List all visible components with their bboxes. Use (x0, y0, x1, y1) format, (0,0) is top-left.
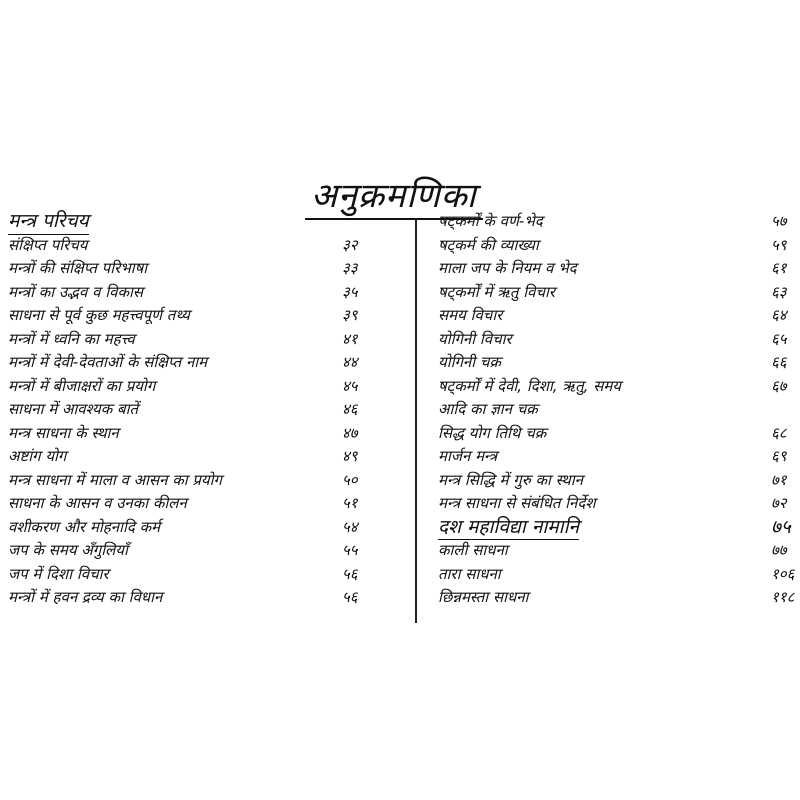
toc-entry (438, 375, 798, 399)
toc-entry-label: साधना के आसन व उनका कीलन (8, 494, 187, 512)
toc-entry (8, 586, 380, 610)
toc-entry-label: संक्षिप्त परिचय (8, 235, 88, 254)
toc-entry-label: मन्त्रों में बीजाक्षरों का प्रयोग (8, 376, 156, 395)
toc-entry-page: ३९ (342, 306, 358, 324)
toc-entry (438, 422, 798, 446)
toc-entry-label: समय विचार (438, 306, 503, 324)
toc-entry-label: षट्कर्मों में ऋतु विचार (438, 282, 555, 301)
toc-entry (438, 445, 798, 469)
toc-entry-page: ५४ (342, 517, 358, 536)
toc-entry-label: अष्टांग योग (8, 447, 67, 465)
toc-entry (438, 351, 798, 375)
toc-entry (438, 304, 798, 328)
toc-entry-page: ४५ (342, 376, 358, 395)
toc-entry (438, 469, 798, 493)
toc-entry-label: मन्त्र परिचय (8, 210, 89, 235)
toc-entry-page: ६८ (771, 423, 787, 442)
toc-entry (8, 398, 380, 422)
toc-entry-page: ४९ (342, 447, 358, 465)
toc-entry-page: ३३ (342, 259, 358, 277)
toc-entry-label: दश महाविद्या नामानि (438, 516, 579, 541)
toc-entry (8, 492, 380, 516)
toc-entry (8, 516, 380, 540)
toc-entry (8, 257, 380, 281)
toc-entry-page: ४४ (342, 353, 358, 371)
toc-entry-label: आदि का ज्ञान चक्र (438, 400, 538, 418)
toc-entry-page: ५० (342, 470, 358, 489)
toc-entry-label: षट्कर्म की व्याख्या (438, 235, 539, 254)
toc-entry-page: ५६ (342, 564, 358, 583)
toc-entry-page: ६३ (771, 282, 787, 301)
toc-entry (8, 422, 380, 446)
toc-entry-label: मन्त्र साधना से संबंधित निर्देश (438, 494, 596, 512)
toc-entry-page: ४१ (342, 329, 358, 348)
toc-entry-page: १०६ (771, 564, 795, 583)
toc-entry-label: काली साधना (438, 541, 508, 559)
toc-entry (8, 328, 380, 352)
toc-entry (8, 469, 380, 493)
section-heading (8, 210, 380, 234)
toc-entry-label: मन्त्रों का उद्भव व विकास (8, 282, 143, 301)
toc-entry-page: ७१ (771, 470, 787, 489)
toc-entry-label: मन्त्र साधना के स्थान (8, 423, 119, 442)
toc-entry-label: मन्त्रों में हवन द्रव्य का विधान (8, 588, 163, 606)
toc-entry-label: मन्त्र सिद्धि में गुरु का स्थान (438, 470, 583, 489)
toc-entry-label: साधना से पूर्व कुछ महत्त्वपूर्ण तथ्य (8, 306, 190, 324)
toc-entry-page: ५६ (342, 588, 358, 606)
toc-entry (8, 563, 380, 587)
toc-entry-page: ७५ (771, 515, 791, 538)
toc-entry-label: माला जप के नियम व भेद (438, 259, 577, 277)
toc-entry-label: मार्जन मन्त्र (438, 447, 498, 465)
toc-entry-label: जप में दिशा विचार (8, 564, 109, 583)
toc-entry-page: ६६ (771, 353, 787, 371)
toc-entry-label: साधना में आवश्यक बातें (8, 400, 139, 418)
toc-entry-page: ५७ (771, 212, 787, 230)
toc-entry (8, 304, 380, 328)
toc-entry-page: ७२ (771, 494, 787, 512)
section-heading (438, 516, 798, 540)
toc-entry-page: ४७ (342, 423, 358, 442)
toc-right-column (438, 210, 798, 610)
toc-entry (438, 234, 798, 258)
toc-entry-page: ५१ (342, 494, 358, 512)
toc-entry-page: ४६ (342, 400, 358, 418)
toc-entry-page: ३२ (342, 235, 358, 254)
toc-entry-page: ७७ (771, 541, 787, 559)
column-divider (415, 218, 417, 623)
toc-entry-label: जप के समय अँगुलियाँ (8, 541, 128, 559)
toc-entry-label: मन्त्रों की संक्षिप्त परिभाषा (8, 259, 148, 277)
toc-entry (8, 375, 380, 399)
toc-entry-page: ६९ (771, 447, 787, 465)
toc-entry-page: ५५ (342, 541, 358, 559)
toc-entry-label: मन्त्रों में देवी-देवताओं के संक्षिप्त नाम (8, 353, 208, 371)
toc-left-column (8, 210, 380, 610)
toc-entry-page: ६१ (771, 259, 787, 277)
toc-entry (8, 445, 380, 469)
toc-entry-label: वशीकरण और मोहनादि कर्म (8, 517, 161, 536)
toc-entry (438, 281, 798, 305)
toc-entry (438, 257, 798, 281)
toc-entry-page: ६४ (771, 306, 787, 324)
toc-entry-page: ६७ (771, 376, 787, 395)
toc-entry-label: सिद्ध योग तिथि चक्र (438, 423, 547, 442)
page-title: अनुक्रमणिका (305, 176, 483, 220)
toc-entry-label: मन्त्र साधना में माला व आसन का प्रयोग (8, 470, 222, 489)
toc-entry-label: मन्त्रों में ध्वनि का महत्त्व (8, 329, 135, 348)
toc-entry-label: षट्कर्मों के वर्ण-भेद (438, 212, 543, 230)
toc-entry (438, 398, 798, 422)
toc-entry-label: योगिनी विचार (438, 329, 512, 348)
toc-entry (438, 492, 798, 516)
toc-entry (438, 210, 798, 234)
toc-entry (8, 281, 380, 305)
toc-entry (8, 234, 380, 258)
toc-entry (438, 563, 798, 587)
toc-entry-label: छिन्नमस्ता साधना (438, 588, 529, 606)
toc-entry-page: ५९ (771, 235, 787, 254)
toc-entry (8, 539, 380, 563)
toc-entry-page: ११८ (771, 588, 795, 606)
toc-entry-label: तारा साधना (438, 564, 501, 583)
toc-entry-page: ३५ (342, 282, 358, 301)
toc-entry-label: षट्कर्मों में देवी, दिशा, ऋतु, समय (438, 376, 622, 395)
toc-entry-label: योगिनी चक्र (438, 353, 501, 371)
toc-entry (8, 351, 380, 375)
toc-entry (438, 328, 798, 352)
toc-entry (438, 586, 798, 610)
toc-entry (438, 539, 798, 563)
toc-entry-page: ६५ (771, 329, 787, 348)
